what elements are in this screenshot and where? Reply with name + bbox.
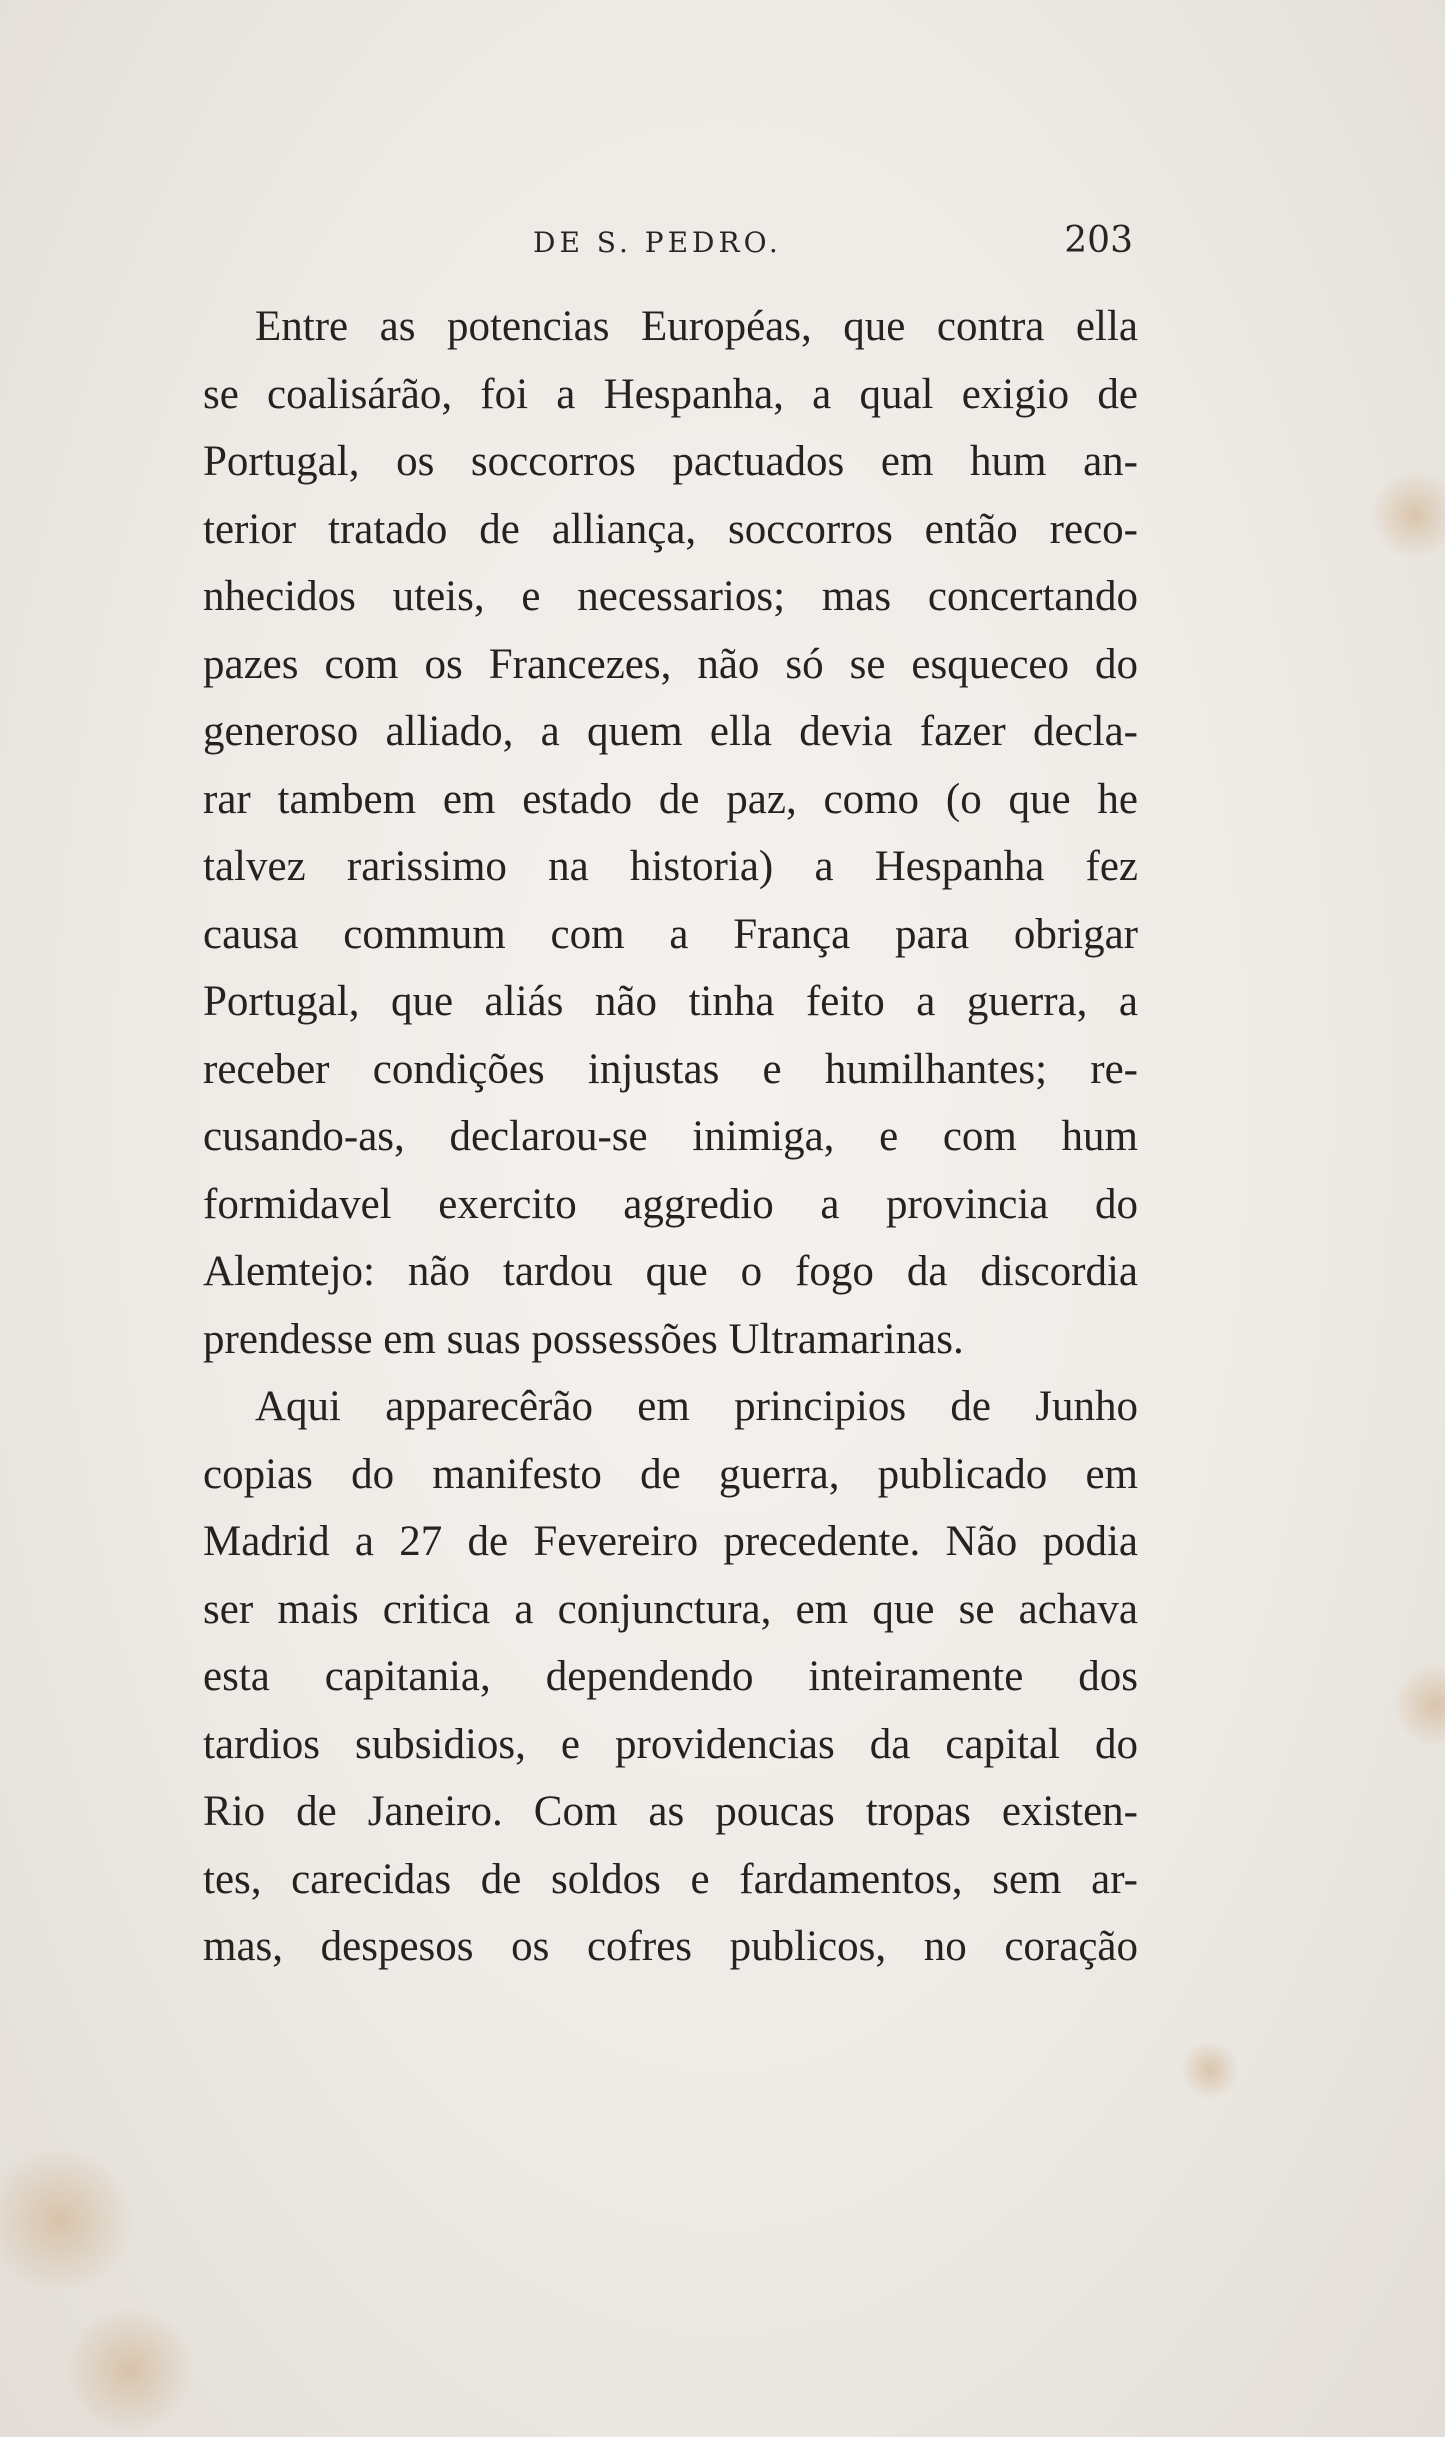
text-line: Portugal, que aliás não tinha feito a guerra, a: [203, 978, 1138, 1025]
text-line: formidavel exercito aggredio a provincia do: [203, 1180, 1138, 1228]
running-title: DE S. PEDRO.: [533, 226, 782, 259]
text-line: mas, despesos os cofres publicos, no coração: [203, 1923, 1138, 1970]
text-line: generoso alliado, a quem ella devia fazer decla-: [203, 708, 1138, 755]
text-line: nhecidos uteis, e necessarios; mas concertando: [203, 573, 1138, 620]
text-line: pazes com os Francezes, não só se esqueceo do: [203, 640, 1138, 688]
text-line: esta capitania, dependendo inteiramente dos: [203, 1653, 1138, 1700]
text-line: terior tratado de alliança, soccorros então reco-: [203, 505, 1138, 553]
foxing-stain: [1180, 2040, 1240, 2100]
text-line: tes, carecidas de soldos e fardamentos, sem ar-: [203, 1855, 1138, 1903]
text-line: Entre as potencias Européas, que contra ella: [255, 303, 1138, 350]
foxing-stain: [1395, 1660, 1445, 1750]
text-line: Aqui apparecêrão em principios de Junho: [255, 1383, 1138, 1430]
text-line: ser mais critica a conjunctura, em que se achava: [203, 1585, 1138, 1633]
foxing-stain: [0, 2150, 140, 2290]
foxing-stain: [60, 2310, 200, 2430]
text-line: Portugal, os soccorros pactuados em hum an-: [203, 438, 1138, 485]
text-line: rar tambem em estado de paz, como (o que he: [203, 775, 1138, 823]
page-header: [203, 220, 1133, 270]
text-line: receber condições injustas e humilhantes; re-: [203, 1045, 1138, 1093]
foxing-stain: [1370, 470, 1445, 560]
body-text: [203, 293, 1138, 1981]
text-line: talvez rarissimo na historia) a Hespanha fez: [203, 843, 1138, 890]
paragraph: [203, 293, 1138, 1373]
text-line: cusando-as, declarou-se inimiga, e com hum: [203, 1113, 1138, 1160]
text-line: causa commum com a França para obrigar: [203, 910, 1138, 958]
paragraph: [203, 1373, 1138, 1981]
page-number: 203: [1064, 220, 1133, 261]
text-line: Madrid a 27 de Fevereiro precedente. Não podia: [203, 1518, 1138, 1565]
text-line: tardios subsidios, e providencias da capital do: [203, 1720, 1138, 1768]
text-line: Alemtejo: não tardou que o fogo da discordia: [203, 1248, 1138, 1295]
text-line: copias do manifesto de guerra, publicado em: [203, 1450, 1138, 1498]
text-line: se coalisárão, foi a Hespanha, a qual exigio de: [203, 370, 1138, 418]
text-line: Rio de Janeiro. Com as poucas tropas existen-: [203, 1788, 1138, 1835]
text-line: prendesse em suas possessões Ultramarinas.: [203, 1315, 964, 1363]
